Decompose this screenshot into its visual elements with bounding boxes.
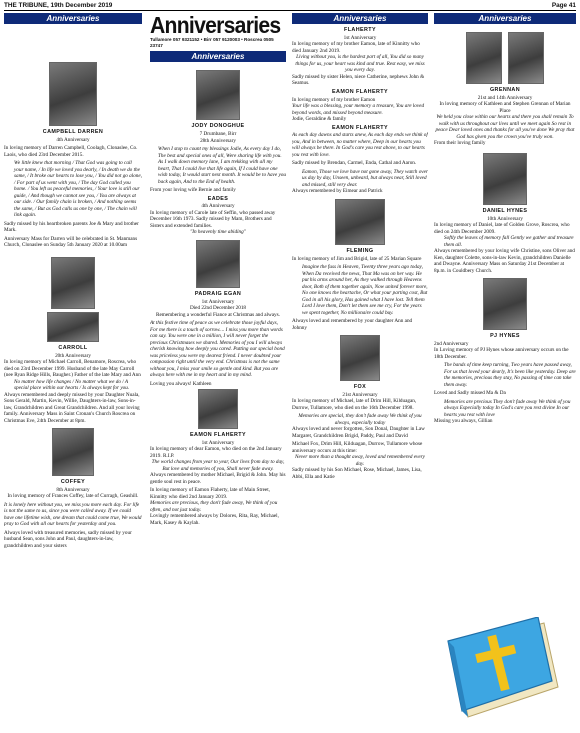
fox-after2: Sadly missed by his Son Michael, Rose, Michael, James, Lisa, Abbi, Ella and Katie	[292, 467, 422, 480]
flaherty-anniversary: 1st Anniversary	[343, 34, 377, 41]
coffey-body: In loving memory of Frances Coffey, late of Curragh, Geashill.	[7, 493, 139, 500]
coffey-poem: It is lonely here without you, we miss you more each day. For life is not the same to us, since you were called away. If we could have one lifetime wish, one dream that could come true, We would pray to God with all our hearts for yesterday and you.	[4, 501, 142, 528]
flaherty2-poem: The world changes from year to year, Our lives from day to day, But love and memories of you, Shall never fade away.	[151, 459, 285, 472]
grennan-anniversary: 21st and 14th Anniversary	[477, 94, 533, 101]
eamon2-missed: Sadly missed by Brendan, Carmel, Enda, Cathal and Aaron.	[292, 160, 417, 167]
section-banner: Anniversaries	[150, 51, 286, 62]
coffey-name: COFFEY	[60, 479, 86, 485]
egan-died: Died 22nd December 2018	[189, 305, 247, 312]
pj-photo	[483, 278, 527, 330]
grennan-name: GRENNAN	[489, 87, 521, 93]
fox-after: Always loved and never forgotten, Son Donal, Daughter in Law Margaret, Grandchildren Brigid, Paddy, Paul and David	[292, 426, 425, 439]
fox-anniversary: 21st Anniversary	[342, 391, 378, 398]
fleming-name: FLEMING	[346, 247, 374, 254]
eamon2-poem: As each day dawns and starts anew, As each day ends we think of you, And in between, no matter where, Deep in our hearts you will always be there. In God's care you rest above, to our hearts you rest with love.	[292, 132, 428, 158]
pj-from: Loved and Sadly missed Ma & Da	[434, 390, 506, 397]
donoghue-photo	[196, 70, 240, 120]
fleming-body: In loving memory of Jim and Brigid, late of 25 Marian Square	[292, 255, 422, 262]
section-banner: Anniversaries	[292, 13, 428, 24]
page-header	[4, 2, 576, 11]
coffey-photo	[52, 428, 94, 476]
coffey-anniversary: 8th Anniversary	[56, 486, 90, 493]
masthead-phones: Tullamore 057 9321152 • Birr 057 9120003 • Roscrea 0505 23747	[150, 37, 274, 48]
pj-anniversary: 2nd Anniversary	[434, 340, 469, 347]
egan-photo	[196, 240, 240, 288]
campbell-name: CAMPBELL DARREN	[42, 129, 104, 135]
masthead-title: Anniversaries	[150, 13, 281, 38]
column-1	[4, 13, 142, 729]
egan-body: Remembering a wonderful Fiance at Christmas and always.	[156, 311, 280, 318]
pj-body: In Loving memory of PJ Hynes whose anniversary occurs on the 18th December.	[434, 347, 569, 360]
fleming-after: Always loved and remembered by your daughter Ann and Johnny	[292, 318, 413, 331]
eamon1-body: In loving memory of my brother Eamon	[292, 96, 376, 103]
campbell-body: In loving memory of Darren Campbell, Coolagh, Clonaslee, Co. Laois, who died 23rd December 2015.	[4, 145, 138, 158]
column-4	[434, 13, 576, 617]
fox-name: FOX	[353, 384, 367, 390]
pj-poem: The bands of time keep turning, Two years have passed away, For us that loved your dearly, It's been like yesterday. Deep are the memories, precious they stay, No passing of time can take them away.	[444, 362, 576, 388]
fox-poem2: Never more than a thought away, loved and remembered every day.	[295, 454, 425, 467]
flaherty2-after2: Lovingly remembered always by Dolores, Rita, Ray, Michael, Mark, Kasey & Kaylah.	[150, 513, 279, 526]
flaherty2-name: EAMON FLAHERTY	[190, 432, 246, 439]
campbell-anniversary: 4th Anniversary	[56, 136, 90, 143]
grennan-body: In loving memory of Kathleen and Stephen Grennan of Marian Place	[439, 101, 571, 114]
hynes-photo	[483, 153, 527, 205]
egan-anniversary: 1st Anniversary	[201, 298, 235, 305]
eamon1-name: EAMON FLAHERTY	[332, 88, 388, 95]
flaherty2-body: In loving memory of dear Eamon, who died on the 2nd January 2019. R.I.P.	[150, 446, 282, 459]
fleming-poem: Imagine the fuss in Heaven, Twenty three years ago today, When Da received the news, That Ma was on her way. He put his arms around her, As they walked through Heavens door, Both of them together again, Now united forever more, No one knows the heartache, Or what your parting cost, But God in all his glory, Has gained what I have lost. Tell them Lord I love them, Don't let them see me cry, For the years we spent together, No millionaire could buy.	[302, 264, 428, 316]
fleming-photo	[335, 199, 385, 245]
donoghue-from: From your loving wife Bernie and family	[150, 187, 236, 194]
carroll-photo-2	[47, 312, 99, 342]
pj-name: PJ HYNES	[490, 333, 520, 339]
grennan-from: From their loving family	[434, 140, 486, 147]
fox-body2: Michael Fox, Drim Hill, Kilduagan, Durrow, Tullamore whose anniversary occurs at this time:	[292, 441, 423, 454]
hynes-poem: Softly the leaves of memory fall Gently we gather and treasure them all.	[444, 235, 574, 248]
hynes-after: Always remembered by your loving wife Christine, sons Oliver and Ken, daughter Colette, sons-in-law Kevin, grandchildren Danielle and Dwayne. Anniversary Mass on Saturday 21st December at 8p.m. in Couldbery Church.	[434, 248, 575, 274]
donoghue-anniversary: 28th Anniversary	[200, 137, 236, 144]
flaherty-photo	[198, 389, 238, 429]
eamon1-poem: Your life was a blessing, your memory a treasure, You are loved beyond words, and missed beyond measure.	[292, 103, 425, 116]
header-left: THE TRIBUNE, 19th December 2019	[4, 2, 113, 9]
carroll-name: CARROLL	[58, 344, 88, 351]
flaherty2-anniversary: 1st Anniversary	[201, 439, 235, 446]
grennan-photos	[434, 32, 576, 84]
flaherty-poem: Living without you, is the hardest part of all, You did so many things for us, your heart was kind and true. Rest easy, we miss you every day.	[295, 54, 425, 74]
flaherty-missed: Sadly missed by sister Helen, niece Catherine, nephews John & Seamus.	[292, 73, 425, 87]
grennan-photo-1	[466, 32, 502, 84]
eamon2-name: EAMON FLAHERTY	[332, 124, 388, 131]
section-banner: Anniversaries	[4, 13, 142, 24]
flaherty2-body2: In loving memory of Eamon Flaherty, late of Main Street, Kinnitty who died 2nd January 2019.	[150, 487, 270, 500]
carroll-poem: No matter how life changes / No matter what we do / A special place within our hearts / Is always kept for you.	[14, 378, 130, 391]
bible-cross-icon	[440, 617, 560, 721]
flaherty-body: In loving memory of my brother Eamon, late of Kinnitty who died January 2nd 2019.	[292, 41, 420, 54]
carroll-photo	[51, 257, 95, 309]
carroll-body: In loving memory of Michael Carroll, Benamore, Roscrea, who died on 23rd December 1999. Husband of the late May Carroll (nee Ryan Ridge Hills, Baugher.) Father of the late Mary and Ann	[4, 359, 141, 378]
hynes-name: DANIEL HYNES	[482, 207, 528, 214]
fox-poem: Memories are special, they don't fade away We think of you always, especially today	[298, 413, 422, 426]
section-banner: Anniversaries	[434, 13, 576, 24]
hynes-anniversary: 10th Anniversary	[487, 215, 523, 222]
eades-anniversary: 4th Anniversary	[201, 203, 235, 210]
eades-quote: "In heavenly time abiding"	[190, 229, 246, 236]
eamon2-poem2: Eamon, Those we love have not gone away, They watch over us day by day, Unseen, unheard, but always near, Still loved and missed, still very dear.	[302, 168, 428, 188]
flaherty2-poem2: Memories are precious, they don't fade away, We think of you often, and not just today.	[150, 500, 278, 513]
eamon2-after: Always remembered by Eimear and Patrick	[292, 188, 383, 195]
pj-poem2: Memories are precious They don't fade away We think of you always Especially today In God's care you rest divine In our hearts you rest with love	[444, 398, 571, 418]
carroll-after: Always remembered and deeply missed by your Daughter Nuala, Sons Gerald, Martin, Kevin, Willie, Daughters-in-law, Sons-in-law, Grandchildren and Great Grandchildren. And all your loving family. Anniversary Mass in Saint Cronan's Church Roscrea on Christmas Eve, 24th December at 8pm.	[4, 391, 140, 424]
fox-photo	[340, 335, 380, 381]
flaherty2-after: Always remembered by mother Michael, Brigid & John. May his gentle soul rest in peace.	[150, 472, 286, 485]
egan-from: Loving you always! Kathleen	[150, 380, 212, 387]
carroll-anniversary: 20th Anniversary	[55, 352, 91, 359]
egan-poem: At this festive time of peace as we celebrate those joyful days, For me there is a touch of sorrow.... I miss you more than words can say. You were one in a million, I will never forget the precious Christmases we shared. Memories of you I will always cherish knowing how deeply you cared. Putting our special bond was priceless you were my dearest friend. I never doubted your compassion right until the very end. Christmas is not the same without you, I miss your smile so gentle and kind. But you are always here with me in my heart and in my mind.	[150, 320, 285, 379]
eamon1-from: Jodie, Geraldine & family	[292, 116, 347, 122]
donoghue-name: JODY DONOGHUE	[191, 123, 245, 130]
column-3	[292, 13, 428, 729]
campbell-photo	[49, 62, 97, 126]
flaherty-name: FLAHERTY	[344, 27, 376, 33]
campbell-poem: We little knew that morning / That God was going to call your name, / In life we loved you dearly, / In death we do the same, / It broke our hearts to lose you, / You did not go alone, / For part of us went with you, / The day God called you home. / You left us peaceful memories, / Your love is still our guide, / And though we cannot see you, / You are always at our side. / Our family chain is broken, / And nothing seems the same, / But as God calls us one by one, / The chain will link again.	[14, 160, 142, 219]
hynes-body: In loving memory of Daniel, late of Golden Grove, Roscrea, who died on 24th December 2009.	[434, 222, 570, 235]
donoghue-poem: When I stop to count my blessings Jodie, As every day I do, The best and special ones of all, Were sharing life with you. As I walk down memory lane, I am trekking with all my heart, That I could live that life again, If I could have one wish today, It would start next month. It would be to have you back again, And to the End of health.	[158, 146, 286, 185]
column-2	[150, 13, 286, 729]
coffey-after: Always loved with treasured memories, sadly missed by your husband Sean, sons John and Paul, daughters-in-law, grandchildren and your sisters	[4, 529, 132, 549]
grennan-photo-2	[508, 32, 544, 84]
campbell-mass: Anniversary Mass for Darren will be celebrated in St. Manmans Church, Clonaslee on Sunday 5th January 2020 at 10.00am	[4, 235, 138, 249]
pj-after: Missing you always, Gillian	[434, 418, 493, 425]
egan-name: PADRAIG EGAN	[194, 290, 242, 297]
header-right: Page 41	[551, 2, 576, 9]
campbell-missed: Sadly missed by his heartbroken parents Joe & Mary and brother Mark.	[4, 220, 139, 234]
eades-body: In loving memory of Carole late of Seffin, who passed away December 16th 1973. Sadly missed by Mam, Brothers and Sisters and extended families.	[150, 209, 276, 229]
eades-name: EADES	[207, 195, 229, 202]
grennan-poem: We held you close within our hearts and there you shall remain To walk with us throughout our lives until we meet again So rest in peace Dear loved ones and thanks for all you've done We pray that God has given you the crown you've truly won.	[435, 114, 575, 140]
donoghue-address: 7 Drumbane, Birr	[199, 131, 237, 138]
fox-body: In loving memory of Michael, late of Drim Hill, Kilduagan, Durrow, Tullamore, who died on the 16th December 1998.	[292, 398, 417, 411]
